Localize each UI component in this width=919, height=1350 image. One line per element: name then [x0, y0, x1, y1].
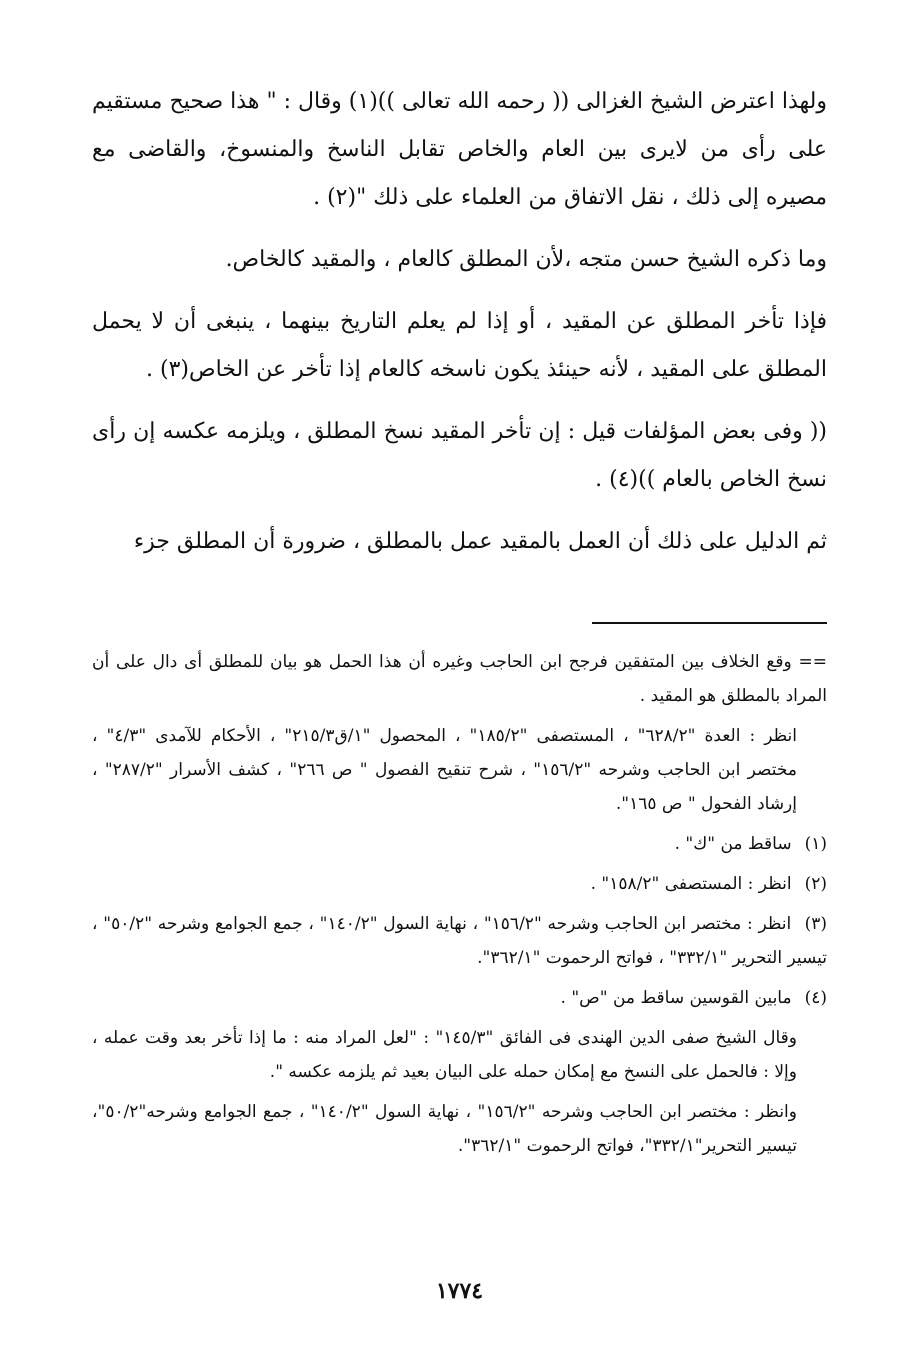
footnote-1 [92, 827, 827, 861]
footnotes [92, 645, 827, 1169]
footnote-4-extra: وقال الشيخ صفى الدين الهندى فى الفائق "١٤٥/٣" : "لعل المراد منه : ما إذا تأخر بعد وقت عمله ، وإلا : فالحمل على النسخ مع إمكان حمله على البيان بعيد ثم يلزمه عكسه ". [92, 1028, 798, 1082]
footnote-continuation: == وقع الخلاف بين المتفقين فرجح ابن الحاجب وغيره أن هذا الحمل هو بيان للمطلق أى دال على أن المراد بالمطلق هو المقيد . [92, 652, 827, 706]
paragraph-4: (( وفى بعض المؤلفات قيل : إن تأخر المقيد نسخ المطلق ، ويلزمه عكسه إن رأى نسخ الخاص بالعام ))(٤) . [92, 419, 828, 492]
footnote-number: (٣) [804, 914, 827, 934]
footnote-3 [92, 907, 827, 975]
footnote-number: (٤) [804, 988, 827, 1008]
footnote-refs: انظر : العدة "٦٢٨/٢" ، المستصفى "١٨٥/٢" ، المحصول "١/ق٢١٥/٣" ، الأحكام للآمدى "٤/٣" ، مختصر ابن الحاجب وشرحه "١٥٦/٢" ، شرح تنقيح الفصول " ص ٢٦٦" ، كشف الأسرار "٢٨٧/٢" ، إرشاد الفحول " ص ١٦٥". [92, 726, 798, 814]
page-number: ١٧٧٤ [435, 1278, 484, 1304]
footnote-text: انظر : مختصر ابن الحاجب وشرحه "١٥٦/٢" ، نهاية السول "١٤٠/٢" ، جمع الجوامع وشرحه "٥٠/٢" ، تيسير التحرير "٣٣٢/١" ، فواتح الرحموت "٣٦٢/١". [92, 914, 827, 968]
main-text [92, 78, 827, 580]
footnote-number: (١) [804, 834, 827, 854]
footnote-separator [592, 622, 827, 624]
footnote-4 [92, 981, 827, 1015]
footnote-4-refs: وانظر : مختصر ابن الحاجب وشرحه "١٥٦/٢" ، نهاية السول "١٤٠/٢" ، جمع الجوامع وشرحه"٥٠/٢"، تيسير التحرير"٣٣٢/١"، فواتح الرحموت "٣٦٢/١". [92, 1102, 797, 1156]
paragraph-2: وما ذكره الشيخ حسن متجه ،لأن المطلق كالعام ، والمقيد كالخاص. [225, 247, 827, 272]
footnote-text: مابين القوسين ساقط من "ص" . [560, 988, 792, 1008]
footnote-text: ساقط من "ك" . [674, 834, 792, 854]
footnote-text: انظر : المستصفى "١٥٨/٢" . [590, 874, 792, 894]
footnote-2 [92, 867, 827, 901]
paragraph-5: ثم الدليل على ذلك أن العمل بالمقيد عمل بالمطلق ، ضرورة أن المطلق جزء [133, 529, 827, 554]
paragraph-3: فإذا تأخر المطلق عن المقيد ، أو إذا لم يعلم التاريخ بينهما ، ينبغى أن لا يحمل المطلق على المقيد ، لأنه حينئذ يكون ناسخه كالعام إذا تأخر عن الخاص(٣) . [92, 309, 827, 382]
paragraph-1: ولهذا اعترض الشيخ الغزالى (( رحمه الله تعالى ))(١) وقال : " هذا صحيح مستقيم على رأى من لايرى بين العام والخاص تقابل الناسخ والمنسوخ، والقاضى مع مصيره إلى ذلك ، نقل الاتفاق من العلماء على ذلك "(٢) . [92, 89, 827, 210]
footnote-number: (٢) [804, 874, 827, 894]
